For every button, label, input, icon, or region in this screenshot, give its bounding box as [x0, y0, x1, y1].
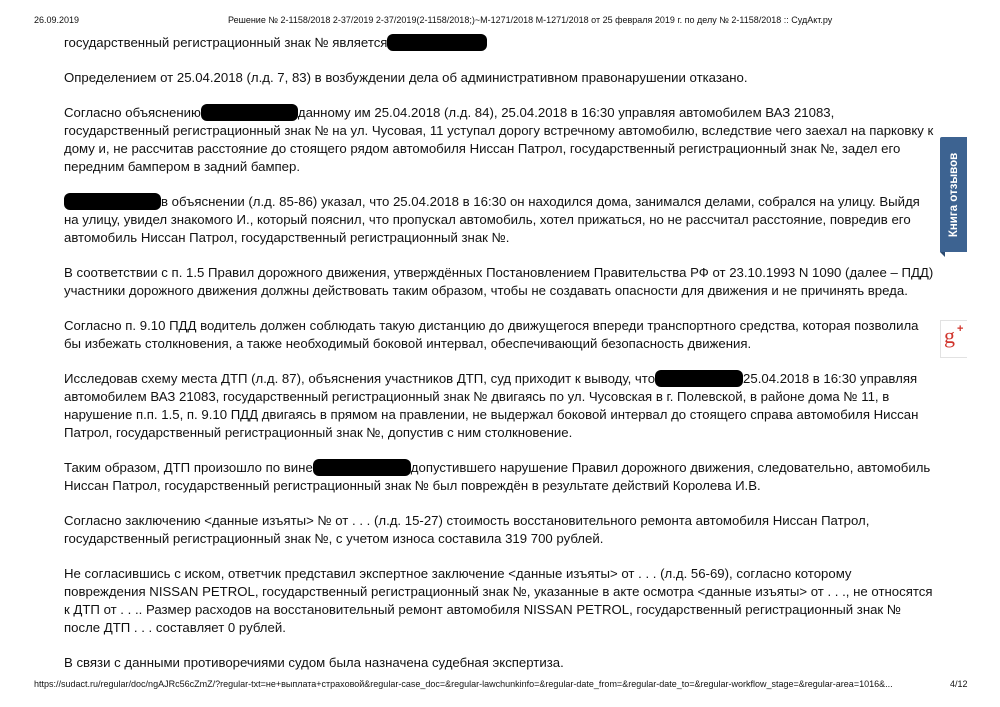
redacted-block	[201, 104, 298, 121]
google-plus-share-button[interactable]	[940, 320, 967, 358]
redacted-block	[64, 193, 161, 210]
redacted-block	[387, 34, 487, 51]
paragraph: государственный регистрационный знак № является	[64, 34, 934, 52]
redacted-block	[313, 459, 411, 476]
print-url: https://sudact.ru/regular/doc/ngAJRc56cZmZ/?regular-txt=не+выплата+страховой&regular-case_doc=&regular-lawchunkinfo=&regular-date_from=&regular-date_to=&regular-workflow_stage=&regular-area=1016&...	[34, 679, 893, 689]
paragraph: Согласно заключению <данные изъяты> № от . . . (л.д. 15-27) стоимость восстановительного ремонта автомобиля Ниссан Патрол, государственный регистрационный знак №, с учетом износа составила 319 700 рублей.	[64, 513, 870, 546]
paragraph: Не согласившись с иском, ответчик представил экспертное заключение <данные изъяты> от . . . (л.д. 56-69), согласно которому повреждения NISSAN PETROL, государственный регистрационный знак №, указанные в акте осмотра <данные изъяты> от . . ., не относятся к ДТП от . . .. Размер расходов на восстановительный ремонт автомобиля NISSAN PETROL, государственный регистрационный знак № после ДТП . . . составляет 0 рублей.	[64, 566, 933, 635]
paragraph: в объяснении (л.д. 85-86) указал, что 25.04.2018 в 16:30 он находился дома, занимался делами, собрался на улицу. Выйдя на улицу, увидел знакомого И., который пояснил, что пропускал автомобиль, хотел прижаться, но не рассчитал расстояние, повредив его автомобиль Ниссан Патрол, государственный регистрационный знак №.	[64, 194, 920, 245]
print-footer	[0, 679, 1000, 693]
paragraph: В соответствии с п. 1.5 Правил дорожного движения, утверждённых Постановлением Правительства РФ от 23.10.1993 N 1090 (далее – ПДД) участники дорожного движения должны действовать таким образом, чтобы не создавать опасности для движения и не причинять вреда.	[64, 265, 934, 298]
redacted-block	[655, 370, 743, 387]
paragraph: Согласно объяснению данному им 25.04.2018 (л.д. 84), 25.04.2018 в 16:30 управляя автомобилем ВАЗ 21083, государственный регистрационный знак № на ул. Чусовая, 11 уступал дорогу встречному автомобилю, вследствие чего заехал на парковку к дому и, не рассчитав расстояние до стоящего рядом автомобиля Ниссан Патрол, государственный регистрационный знак №, задел его передним бампером в задний бампер.	[64, 105, 934, 174]
plus-icon: +	[957, 323, 964, 335]
paragraph: Согласно п. 9.10 ПДД водитель должен соблюдать такую дистанцию до движущегося впереди транспортного средства, которая позволила бы избежать столкновения, а также необходимый боковой интервал, обеспечивающий безопасность движения.	[64, 318, 919, 351]
paragraph: Определением от 25.04.2018 (л.д. 7, 83) в возбуждении дела об административном правонарушении отказано.	[64, 70, 748, 85]
page-number: 4/12	[950, 679, 968, 689]
paragraph: Таким образом, ДТП произошло по вине допустившего нарушение Правил дорожного движения, следовательно, автомобиль Ниссан Патрол, государственный регистрационный знак № был повреждён в результате действий Королева И.В.	[64, 460, 931, 493]
document-body	[64, 34, 934, 689]
feedback-book-button[interactable]	[940, 137, 967, 252]
feedback-book-label: Книга отзывов	[947, 152, 960, 237]
google-plus-icon: g	[944, 323, 955, 348]
print-date: 26.09.2019	[34, 15, 80, 25]
paragraph: Исследовав схему места ДТП (л.д. 87), объяснения участников ДТП, суд приходит к выводу, что 25.04.2018 в 16:30 управляя автомобилем ВАЗ 21083, государственный регистрационный знак № двигаясь по ул. Чусовская в г. Полевской, в районе дома № 11, в нарушение п.п. 1.5, п. 9.10 ПДД двигаясь в прямом на правлении, не выдержал боковой интервал до стоящего справа автомобиля Ниссан Патрол, государственный регистрационный знак №, допустив с ним столкновение.	[64, 371, 919, 440]
print-header	[0, 15, 1000, 29]
print-page-title: Решение № 2-1158/2018 2-37/2019 2-37/2019(2-1158/2018;)~М-1271/2018 М-1271/2018 от 25 февраля 2019 г. по делу № 2-1158/2018 :: СудАкт.ру	[228, 15, 833, 25]
paragraph: В связи с данными противоречиями судом была назначена судебная экспертиза.	[64, 655, 564, 670]
